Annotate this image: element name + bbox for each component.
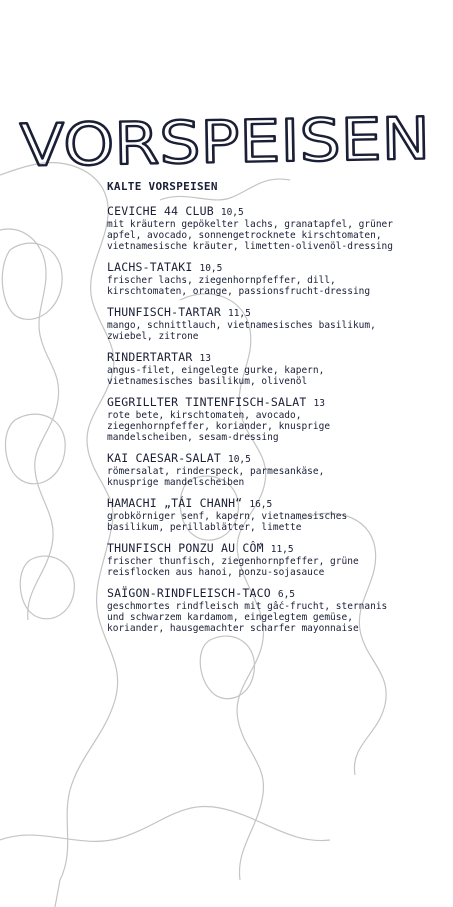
menu-item-name: THUNFISCH-TARTAR <box>107 305 221 319</box>
menu-item <box>107 205 447 252</box>
menu-item-name: KAI CAESAR-SALAT <box>107 451 221 465</box>
menu-item-description-line: römersalat, rinderspeck, parmesankäse, <box>107 466 325 477</box>
menu-item-name: SAÏGON-RINDFLEISCH-TACO <box>107 586 271 600</box>
menu-item-description-line: mit kräutern gepökelter lachs, granatapfel, grüner <box>107 219 393 230</box>
menu-item-header <box>107 542 447 556</box>
menu-item-description-line: apfel, avocado, sonnengetrocknete kirschtomaten, <box>107 230 382 241</box>
menu-item <box>107 351 447 387</box>
menu-item-description-line: reisflocken aus hanoi, ponzu-sojasauce <box>107 567 325 578</box>
menu-item-price: 11,5 <box>227 308 251 319</box>
menu-section <box>107 180 447 643</box>
menu-item-description-line: vietnamesisches basilikum, olivenöl <box>107 376 308 387</box>
menu-item-header <box>107 497 447 511</box>
menu-item-name: HAMACHI „TÁI CHANH“ <box>107 496 243 510</box>
menu-item-header <box>107 587 447 601</box>
menu-item-description-line: geschmortes rindfleisch mit gấc-frucht, sternanis <box>107 601 388 612</box>
menu-item-header <box>107 452 447 466</box>
menu-item <box>107 587 447 634</box>
menu-item-price: 13 <box>313 398 325 409</box>
menu-item-description-line: basilikum, perillablätter, limette <box>107 522 302 533</box>
menu-item-price: 10,5 <box>199 263 223 274</box>
menu-item-name: LACHS-TATAKI <box>107 260 193 274</box>
menu-item-header <box>107 261 447 275</box>
menu-item-price: 10,5 <box>227 454 251 465</box>
menu-item-price: 10,5 <box>220 207 244 218</box>
art-blob-1 <box>2 243 62 319</box>
menu-item-price: 6,5 <box>277 589 296 600</box>
menu-item-price: 11,5 <box>270 544 294 555</box>
menu-item-header <box>107 396 447 410</box>
dish-list <box>107 205 447 634</box>
menu-item-name: CEVICHE 44 CLUB <box>107 204 214 218</box>
menu-item-description-line: vietnamesische kräuter, limetten-olivenöl-dressing <box>107 241 393 252</box>
menu-item-description-line: ziegenhornpfeffer, koriander, knusprige <box>107 421 331 432</box>
menu-item <box>107 261 447 297</box>
art-outline-left <box>0 163 118 907</box>
art-outline-left-2 <box>0 229 59 620</box>
menu-item-description-line: knusprige mandelscheiben <box>107 477 245 488</box>
menu-item-description-line: frischer lachs, ziegenhornpfeffer, dill, <box>107 275 336 286</box>
menu-item <box>107 452 447 488</box>
menu-item-header <box>107 205 447 219</box>
menu-item-price: 13 <box>199 353 211 364</box>
menu-item-description-line: angus-filet, eingelegte gurke, kapern, <box>107 365 325 376</box>
menu-item-description-line: mandelscheiben, sesam-dressing <box>107 432 279 443</box>
menu-item <box>107 497 447 533</box>
page-title <box>0 100 453 180</box>
menu-item-description-line: grobkörniger senf, kapern, vietnamesisches <box>107 511 348 522</box>
menu-item-description-line: zwiebel, zitrone <box>107 331 199 342</box>
menu-item-name: THUNFISCH PONZU AU CỐM <box>107 541 264 555</box>
art-wave-bottom <box>0 806 330 841</box>
menu-item-name: GEGRILLTER TINTENFISCH-SALAT <box>107 395 307 409</box>
section-heading: KALTE VORSPEISEN <box>107 180 218 193</box>
menu-item-description-line: mango, schnittlauch, vietnamesisches basilikum, <box>107 320 376 331</box>
art-blob-3 <box>20 556 74 619</box>
art-blob-5 <box>200 636 254 699</box>
menu-item <box>107 542 447 578</box>
menu-item-name: RINDERTARTAR <box>107 350 193 364</box>
menu-item-description-line: koriander, hausgemachter scharfer mayonnaise <box>107 623 359 634</box>
menu-item-header <box>107 306 447 320</box>
menu-item-description-line: rote bete, kirschtomaten, avocado, <box>107 410 302 421</box>
menu-item <box>107 306 447 342</box>
menu-item-description-line: und schwarzem kardamom, eingelegtem gemüse, <box>107 612 353 623</box>
menu-item-description-line: frischer thunfisch, ziegenhornpfeffer, grüne <box>107 556 359 567</box>
menu-item-description-line: kirschtomaten, orange, passionsfrucht-dressing <box>107 286 371 297</box>
menu-item-price: 16,5 <box>249 499 273 510</box>
page-title-text: VORSPEISEN <box>19 105 388 180</box>
menu-item <box>107 396 447 443</box>
menu-item-header <box>107 351 447 365</box>
